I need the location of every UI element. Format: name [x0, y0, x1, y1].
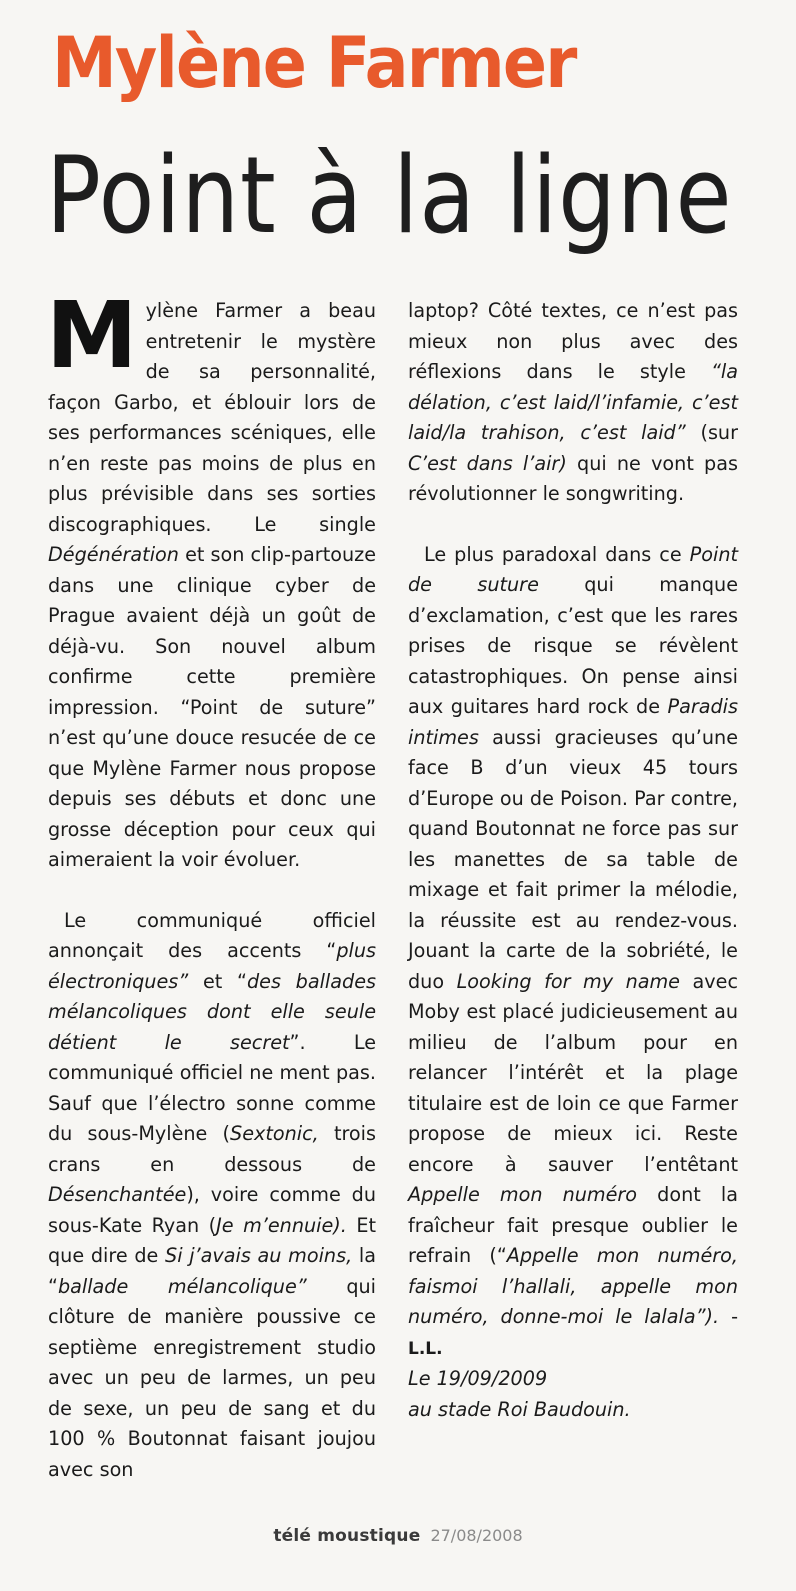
song-title: Je m’ennuie).	[216, 1213, 347, 1237]
paragraph-3: laptop? Côté textes, ce n’est pas mieux non plus avec des réflexions dans le style “la délation, c’est laid/l’infamie, c’est laid/la trahison, c’est laid” (sur C’est dans l’air) qui ne vont pas révolutionner le songwriting.	[408, 299, 738, 505]
quote: Appelle mon numéro, faismoi l’hallali, appelle mon numéro, donne-moi le lalala”).	[408, 1244, 738, 1328]
magazine-name: télé moustique	[273, 1526, 421, 1546]
song-title: Appelle mon numéro	[408, 1183, 638, 1206]
song-title: C’est dans l’air)	[408, 451, 567, 475]
song-title: Sextonic,	[230, 1122, 319, 1145]
song-title: Looking for my name	[456, 969, 680, 993]
article-column-left	[46, 282, 377, 1485]
article-kicker: Mylène Farmer	[52, 22, 576, 104]
drop-cap: M	[46, 282, 138, 389]
concert-date: Le 19/09/2009 au stade Roi Baudouin.	[408, 1367, 631, 1421]
song-title: Paradis intimes	[408, 695, 738, 749]
paragraph-4: Le plus paradoxal dans ce Point de suture qui manque d’exclamation, c’est que les rares prises de risque se révèlent catastrophiques. On pense ainsi aux guitares hard rock de Paradis intimes aussi gracieuses qu’une face B d’un vieux 45 tours d’Europe ou de Poison. Par contre, quand Boutonnat ne force pas sur les manettes de sa table de mixage et fait primer la mélodie, la réussite est au rendez-vous. Jouant la carte de la sobriété, le duo Looking for my name avec Moby est placé judicieusement au milieu de l’album pour en relancer l’intérêt et la plage titulaire est de loin ce que Farmer propose de mieux ici. Reste encore à sauver l’entêtant Appelle mon numéro dont la fraîcheur fait presque oublier le refrain (“Appelle mon numéro, faismoi l’hallali, appelle mon numéro, donne-moi le lalala”). - L.L.	[408, 542, 738, 1359]
paragraph-1: Mylène Farmer a beau entretenir le mystère de sa personnalité, façon Garbo, et éblouir lors de ses performances scéniques, elle n’en reste pas moins de plus en plus prévisible dans ses sorties discographiques. Le single Dégénération et son clip-partouze dans une clinique cyber de Prague avaient déjà un goût de déjà-vu. Son nouvel album confirme cette première impression. “Point de suture” n’est qu’une douce resucée de ce que Mylène Farmer nous propose depuis ses débuts et donc une grosse déception pour ceux qui aimeraient la voir évoluer.	[46, 282, 376, 871]
album-title: Point de suture	[408, 542, 738, 596]
song-title: Dégénération	[48, 543, 179, 566]
issue-date: 27/08/2008	[430, 1526, 523, 1545]
paragraph-2: Le communiqué officiel annonçait des accents “plus électroniques” et “des ballades mélancoliques dont elle seule détient le secret”. Le communiqué officiel ne ment pas. Sauf que l’électro sonne comme du sous-Mylène (Sextonic, trois crans en dessous de Désenchantée), voire comme du sous-Kate Ryan (Je m’ennuie). Et que dire de Si j’avais au moins, la “ballade mélancolique” qui clôture de manière poussive ce septième enregistrement studio avec un peu de larmes, un peu de sexe, un peu de sang et du 100 % Boutonnat faisant joujou avec son	[48, 908, 377, 1481]
quote: “la délation, c’est laid/l’infamie, c’est laid/la trahison, c’est laid”	[408, 360, 738, 444]
author-signature: L.L.	[408, 1338, 443, 1359]
song-title: Désenchantée	[48, 1183, 187, 1206]
song-title: Si j’avais au moins,	[165, 1244, 353, 1267]
article-headline: Point à la ligne	[46, 134, 733, 257]
page-footer	[0, 1526, 796, 1546]
article-column-right	[408, 296, 738, 1425]
